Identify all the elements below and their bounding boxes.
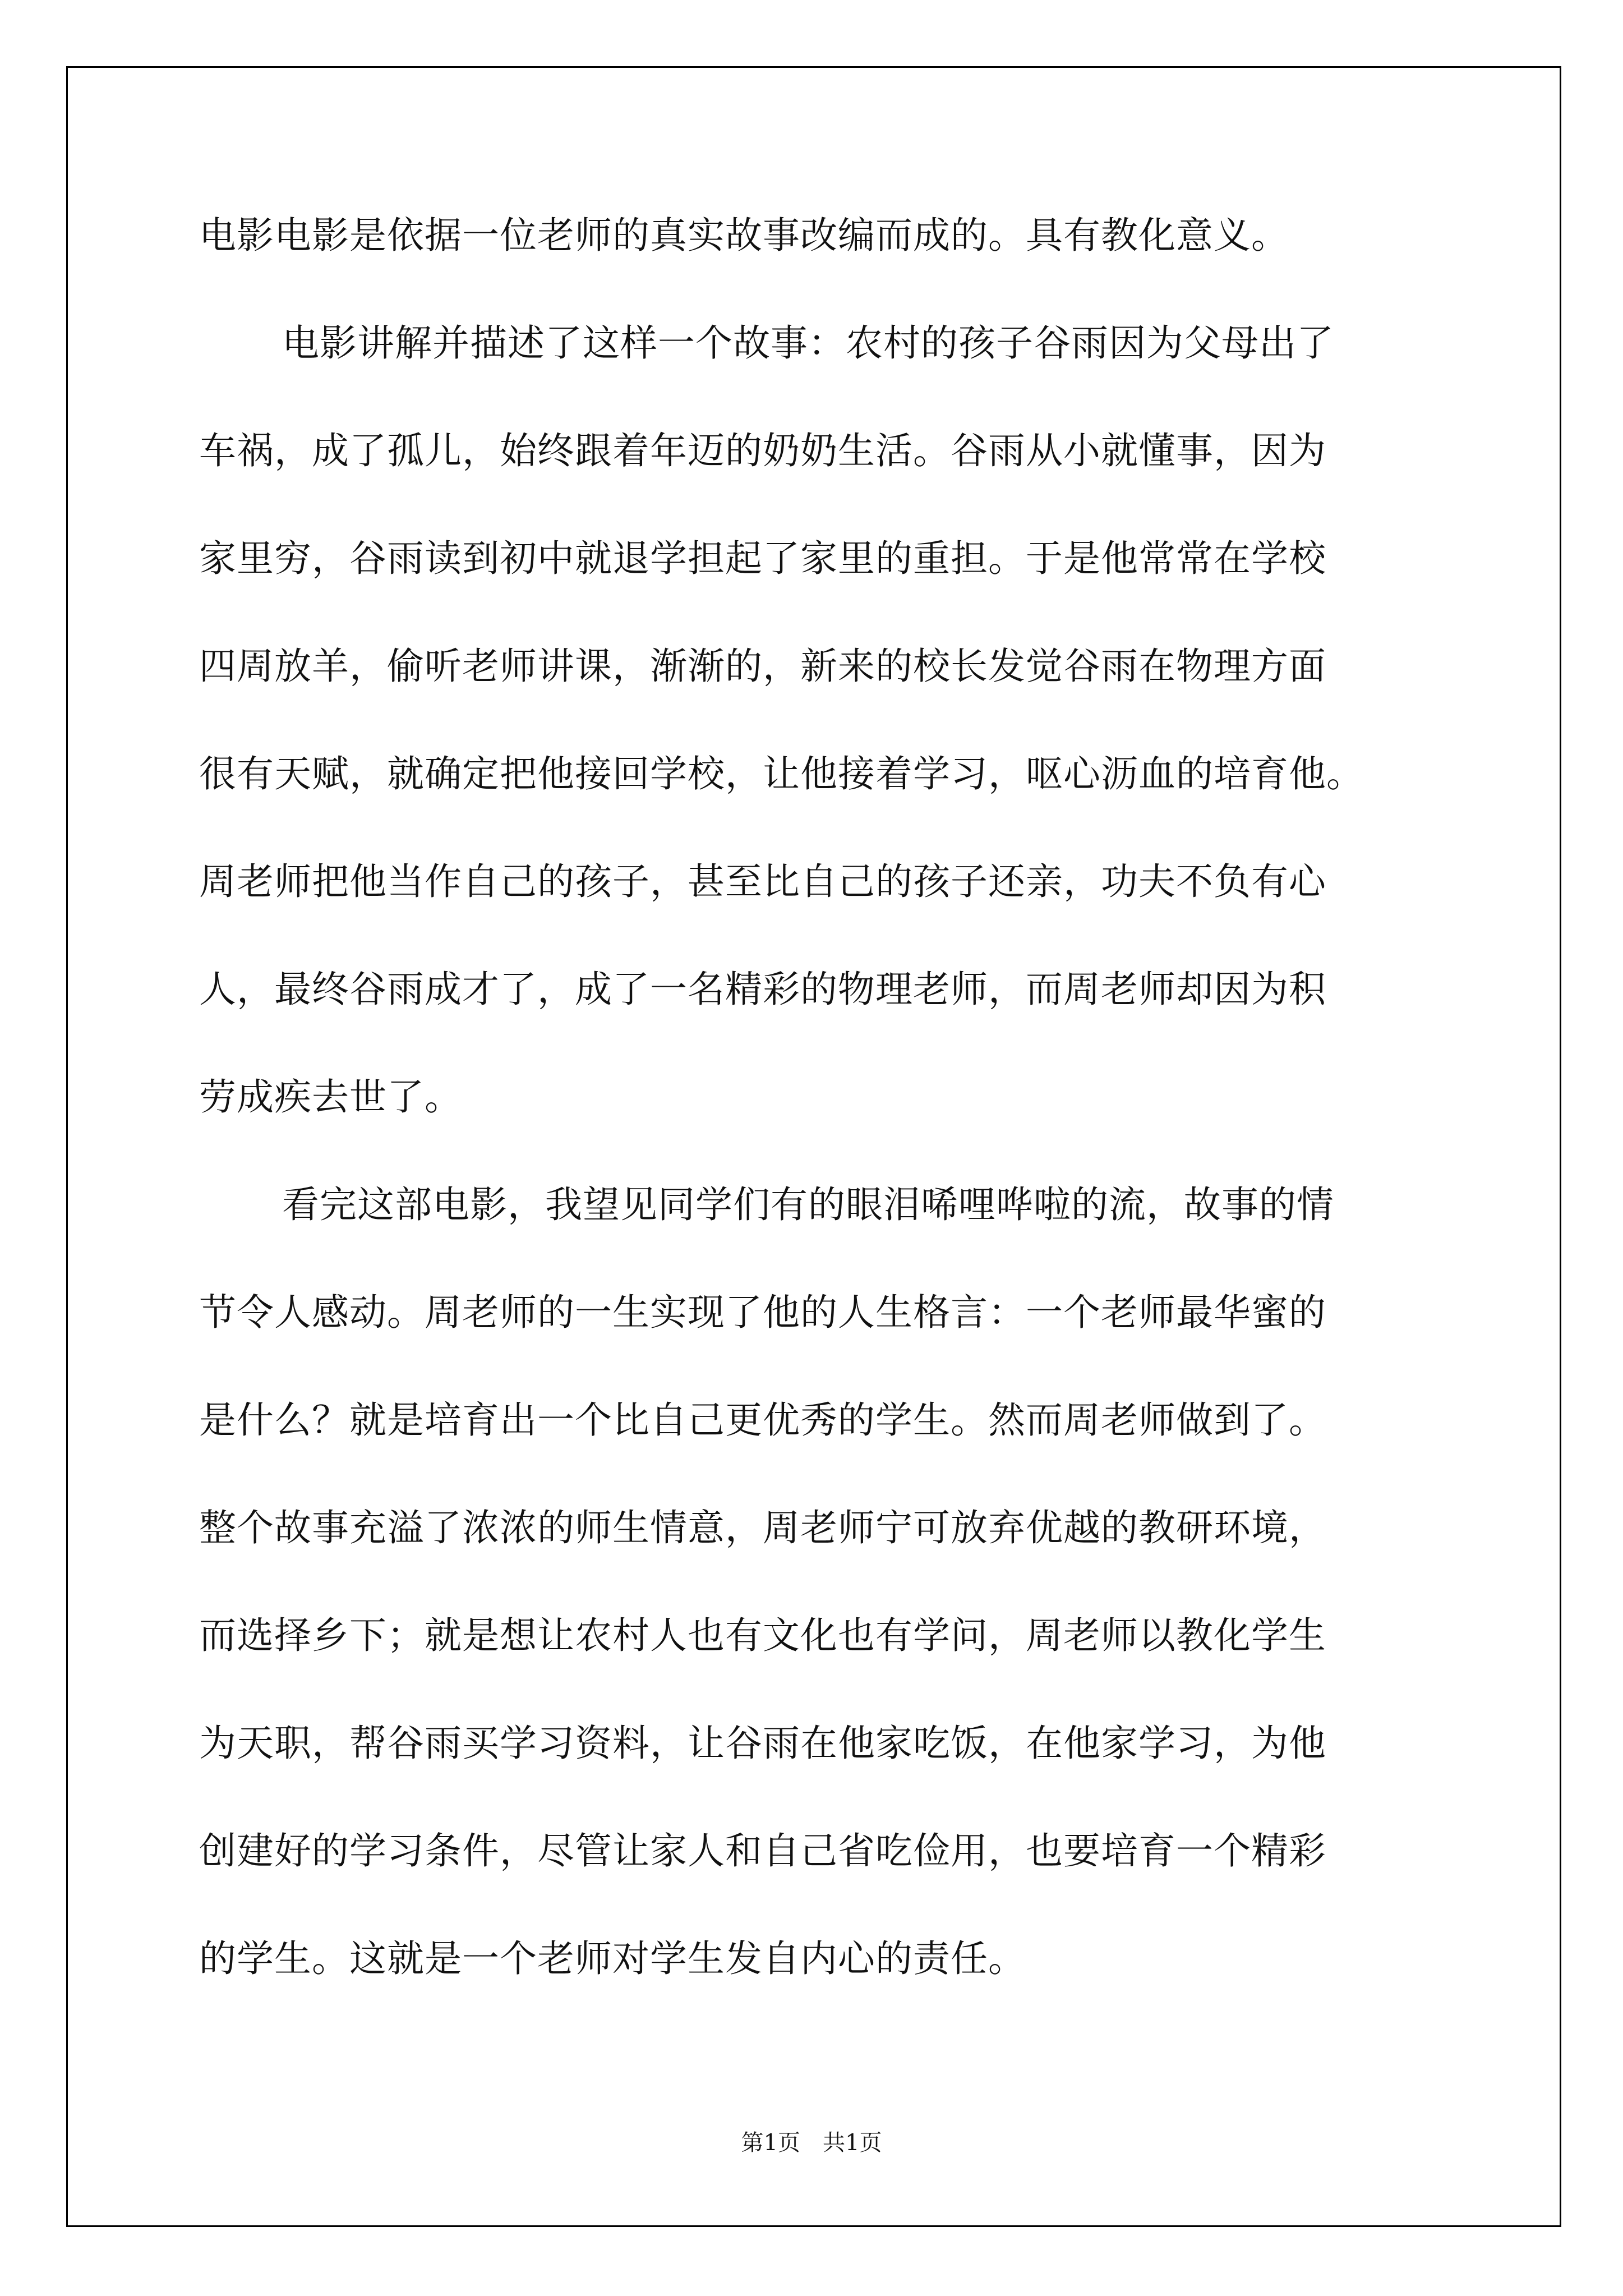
text-line: 劳成疾去世了。	[199, 1075, 462, 1119]
text-line: 节令人感动。周老师的一生实现了他的人生格言：一个老师最华蜜的	[199, 1291, 1326, 1334]
text-line: 而选择乡下；就是想让农村人也有文化也有学问，周老师以教化学生	[199, 1614, 1326, 1657]
text-line: 看完这部电影，我望见同学们有的眼泪唏哩哗啦的流，故事的情	[282, 1183, 1334, 1226]
text-line: 电影讲解并描述了这样一个故事：农村的孩子谷雨因为父母出了	[282, 321, 1334, 365]
text-line: 周老师把他当作自己的孩子，甚至比自己的孩子还亲，功夫不负有心	[199, 860, 1326, 903]
text-line: 四周放羊，偷听老师讲课，渐渐的，新来的校长发觉谷雨在物理方面	[199, 645, 1326, 688]
text-line: 是什么？就是培育出一个比自己更优秀的学生。然而周老师做到了。	[199, 1398, 1326, 1442]
text-line: 创建好的学习条件，尽管让家人和自己省吃俭用，也要培育一个精彩	[199, 1829, 1326, 1872]
text-line: 人，最终谷雨成才了，成了一名精彩的物理老师，而周老师却因为积	[199, 968, 1326, 1011]
text-line: 家里穷，谷雨读到初中就退学担起了家里的重担。于是他常常在学校	[199, 537, 1326, 580]
text-line: 为天职，帮谷雨买学习资料，让谷雨在他家吃饭，在他家学习，为他	[199, 1722, 1326, 1765]
page-number-footer: 第1页 共1页	[741, 2130, 882, 2156]
document-body	[199, 208, 1422, 2039]
text-line: 很有天赋，就确定把他接回学校，让他接着学习，呕心沥血的培育他。	[199, 752, 1364, 795]
text-line: 电影电影是依据一位老师的真实故事改编而成的。具有教化意义。	[199, 214, 1289, 257]
text-line: 整个故事充溢了浓浓的师生情意，周老师宁可放弃优越的教研环境，	[199, 1506, 1326, 1549]
text-line: 车祸，成了孤儿，始终跟着年迈的奶奶生活。谷雨从小就懂事，因为	[199, 429, 1326, 472]
text-line: 的学生。这就是一个老师对学生发自内心的责任。	[199, 1937, 1026, 1980]
